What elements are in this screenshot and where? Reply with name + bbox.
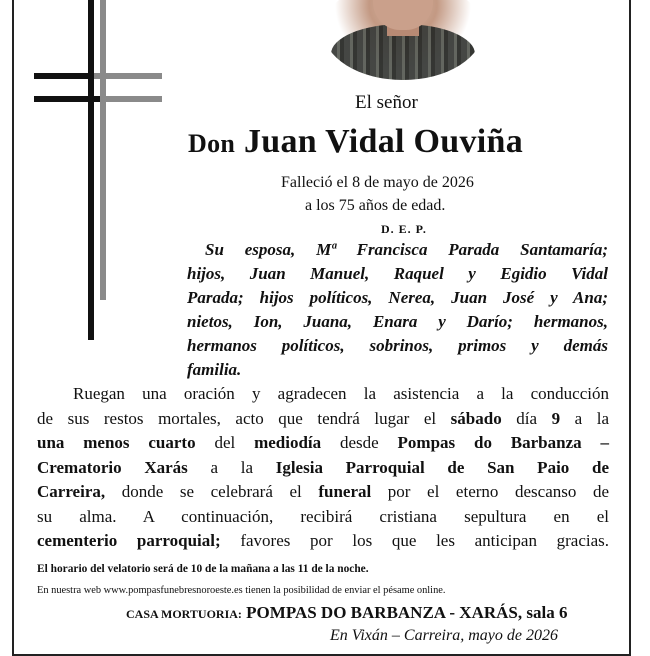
death-date: Falleció el 8 de mayo de 2026 bbox=[281, 174, 474, 191]
body-line: cementerio parroquial; favores por los que les anticipan gracias. bbox=[37, 531, 609, 550]
body-line: Carreira, donde se celebrará el funeral por el eterno descanso de bbox=[37, 482, 609, 501]
family-line: familia. bbox=[187, 360, 242, 379]
family-line: Parada; hijos políticos, Nerea, Juan José y Ana; bbox=[187, 288, 608, 307]
funeral-home bbox=[126, 603, 567, 623]
place-date: En Vixán – Carreira, mayo de 2026 bbox=[330, 627, 558, 644]
name-text: Juan Vidal Ouviña bbox=[243, 123, 524, 160]
title-prefix: El señor bbox=[355, 92, 418, 113]
web-note: En nuestra web www.pompasfunebresnoroeste.es tienen la posibilidad de enviar el pésame online. bbox=[37, 585, 446, 596]
body-line: Ruegan una oración y agradecen la asistencia a la conducción bbox=[73, 384, 609, 403]
body-line: de sus restos mortales, acto que tendrá lugar el sábado día 9 a la bbox=[37, 408, 609, 428]
portrait-photo bbox=[323, 0, 483, 80]
family-line: Su esposa, Mª Francisca Parada Santamaría; bbox=[205, 240, 608, 259]
family-line: hermanos políticos, sobrinos, primos y demás bbox=[187, 336, 608, 355]
funeral-home-label: CASA MORTUORIA: bbox=[126, 607, 242, 621]
honorific: Don bbox=[188, 129, 236, 158]
funeral-home-value: POMPAS DO BARBANZA - XARÁS, sala 6 bbox=[246, 603, 568, 622]
family-list bbox=[187, 238, 608, 382]
dep-text: D. E. P. bbox=[381, 222, 427, 236]
family-line: nietos, Ion, Juana, Enara y Darío; hermanos, bbox=[187, 312, 608, 331]
body-line: Crematorio Xarás a la Iglesia Parroquial de San Paio de bbox=[37, 457, 609, 477]
ceremony-text bbox=[37, 382, 609, 554]
deceased-name bbox=[188, 123, 523, 161]
wake-hours: El horario del velatorio será de 10 de la mañana a las 11 de la noche. bbox=[37, 563, 369, 575]
family-line: hijos, Juan Manuel, Raquel y Egidio Vidal bbox=[187, 264, 608, 283]
death-age: a los 75 años de edad. bbox=[305, 197, 446, 214]
body-line: su alma. A continuación, recibirá cristiana sepultura en el bbox=[37, 506, 609, 526]
body-line: una menos cuarto del mediodía desde Pompas do Barbanza – bbox=[37, 433, 609, 452]
